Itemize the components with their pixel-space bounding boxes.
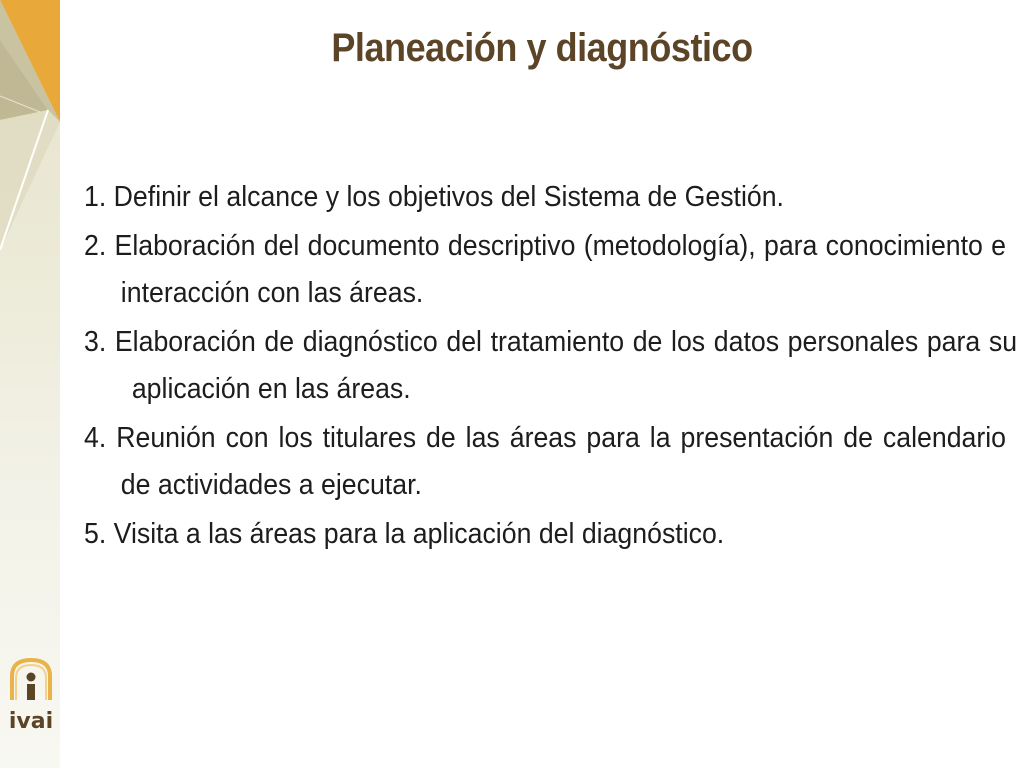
steps-list bbox=[84, 174, 1018, 560]
slide-title: Planeación y diagnóstico bbox=[331, 26, 753, 70]
step-item bbox=[84, 319, 1018, 413]
step-number: 3. bbox=[84, 326, 115, 358]
step-text: Visita a las áreas para la aplicación del diagnóstico. bbox=[113, 518, 725, 550]
side-decoration bbox=[0, 0, 60, 260]
svg-text:ivai: ivai bbox=[8, 709, 54, 734]
step-number: 2. bbox=[84, 230, 115, 262]
step-number: 5. bbox=[84, 518, 114, 550]
step-number: 4. bbox=[84, 422, 117, 454]
step-item bbox=[84, 511, 970, 558]
step-item bbox=[84, 174, 970, 221]
step-number: 1. bbox=[84, 181, 114, 213]
ivai-logo bbox=[6, 656, 56, 748]
step-text: Elaboración del documento descriptivo (metodología), para conocimiento e interacción con las áreas. bbox=[114, 230, 1006, 309]
step-text: Reunión con los titulares de las áreas para la presentación de calendario de actividades a ejecutar. bbox=[116, 422, 1007, 501]
step-item bbox=[84, 223, 1006, 317]
step-text: Elaboración de diagnóstico del tratamiento de los datos personales para su aplicación en las áreas. bbox=[114, 326, 1018, 405]
step-item bbox=[84, 415, 1007, 509]
step-text: Definir el alcance y los objetivos del Sistema de Gestión. bbox=[113, 181, 784, 213]
